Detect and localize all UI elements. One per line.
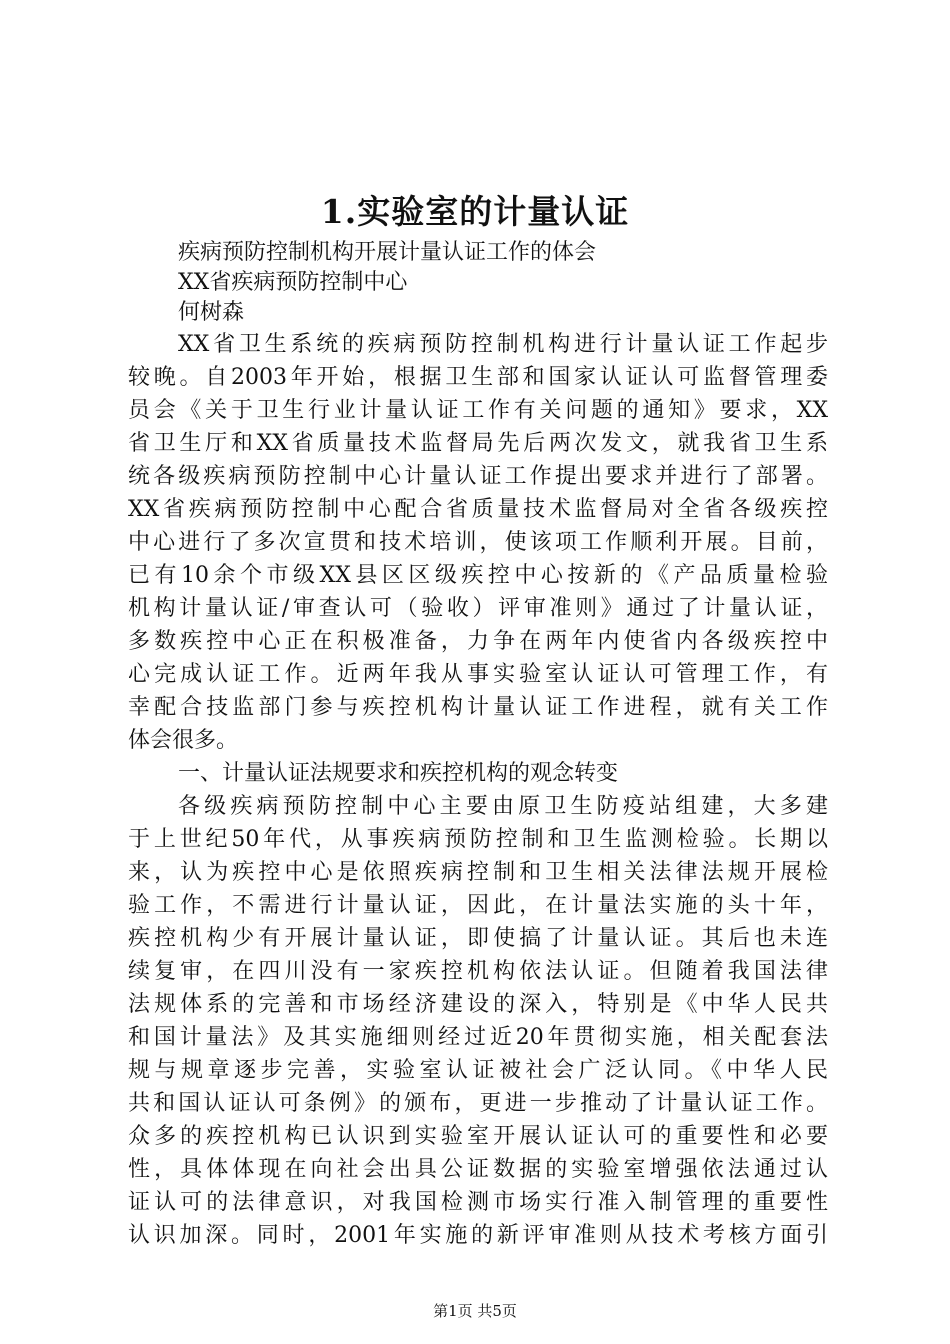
author-name: 何树森 (178, 300, 245, 325)
paragraph-line: XX省疾病预防控制中心配合省质量技术监督局对全省各级疾控 (128, 497, 828, 522)
paragraph-line: 认识加深。同时，2001年实施的新评审准则从技术考核方面引 (128, 1223, 828, 1248)
paragraph-line: 续复审，在四川没有一家疾控机构依法认证。但随着我国法律 (128, 959, 828, 984)
article-title: 疾病预防控制机构开展计量认证工作的体会 (178, 240, 597, 265)
paragraph-line: 幸配合技监部门参与疾控机构计量认证工作进程，就有关工作 (128, 695, 828, 720)
paragraph-line: 和国计量法》及其实施细则经过近20年贯彻实施，相关配套法 (128, 1025, 828, 1050)
paragraph-line: 机构计量认证/审查认可（验收）评审准则》通过了计量认证， (128, 596, 828, 621)
paragraph-line: 体会很多。 (128, 728, 239, 753)
paragraph-line: 统各级疾病预防控制中心计量认证工作提出要求并进行了部署。 (128, 464, 828, 489)
paragraph-line: 证认可的法律意识，对我国检测市场实行准入制管理的重要性 (128, 1190, 828, 1215)
section-heading: 一、计量认证法规要求和疾控机构的观念转变 (178, 761, 619, 786)
paragraph-line: 省卫生厅和XX省质量技术监督局先后两次发文，就我省卫生系 (128, 431, 828, 456)
page-footer: 第1页 共5页 (433, 1302, 517, 1320)
paragraph-line: 疾控机构少有开展计量认证，即使搞了计量认证。其后也未连 (128, 926, 828, 951)
paragraph-line: 性，具体体现在向社会出具公证数据的实验室增强依法通过认 (128, 1157, 828, 1182)
paragraph-line: 已有10余个市级XX县区区级疾控中心按新的《产品质量检验 (128, 563, 828, 588)
paragraph-line: XX省卫生系统的疾病预防控制机构进行计量认证工作起步 (178, 332, 828, 357)
paragraph-line: 来，认为疾控中心是依照疾病控制和卫生相关法律法规开展检 (128, 860, 828, 885)
paragraph-line: 心完成认证工作。近两年我从事实验室认证认可管理工作，有 (128, 662, 828, 687)
paragraph-line: 较晚。自2003年开始，根据卫生部和国家认证认可监督管理委 (128, 365, 828, 390)
paragraph-line: 员会《关于卫生行业计量认证工作有关问题的通知》要求，XX (128, 398, 828, 423)
author-organization: XX省疾病预防控制中心 (178, 270, 408, 295)
paragraph-line: 共和国认证认可条例》的颁布，更进一步推动了计量认证工作。 (128, 1091, 828, 1116)
paragraph-line: 法规体系的完善和市场经济建设的深入，特别是《中华人民共 (128, 992, 828, 1017)
paragraph-line: 验工作，不需进行计量认证，因此，在计量法实施的头十年， (128, 893, 828, 918)
paragraph-line: 于上世纪50年代，从事疾病预防控制和卫生监测检验。长期以 (128, 827, 828, 852)
paragraph-line: 规与规章逐步完善，实验室认证被社会广泛认同。《中华人民 (128, 1058, 828, 1083)
paragraph-line: 中心进行了多次宣贯和技术培训，使该项工作顺利开展。目前， (128, 530, 828, 555)
paragraph-line: 各级疾病预防控制中心主要由原卫生防疫站组建，大多建 (178, 794, 828, 819)
document-title: 1.实验室的计量认证 (320, 192, 630, 231)
paragraph-line: 多数疾控中心正在积极准备，力争在两年内使省内各级疾控中 (128, 629, 828, 654)
paragraph-line: 众多的疾控机构已认识到实验室开展认证认可的重要性和必要 (128, 1124, 828, 1149)
